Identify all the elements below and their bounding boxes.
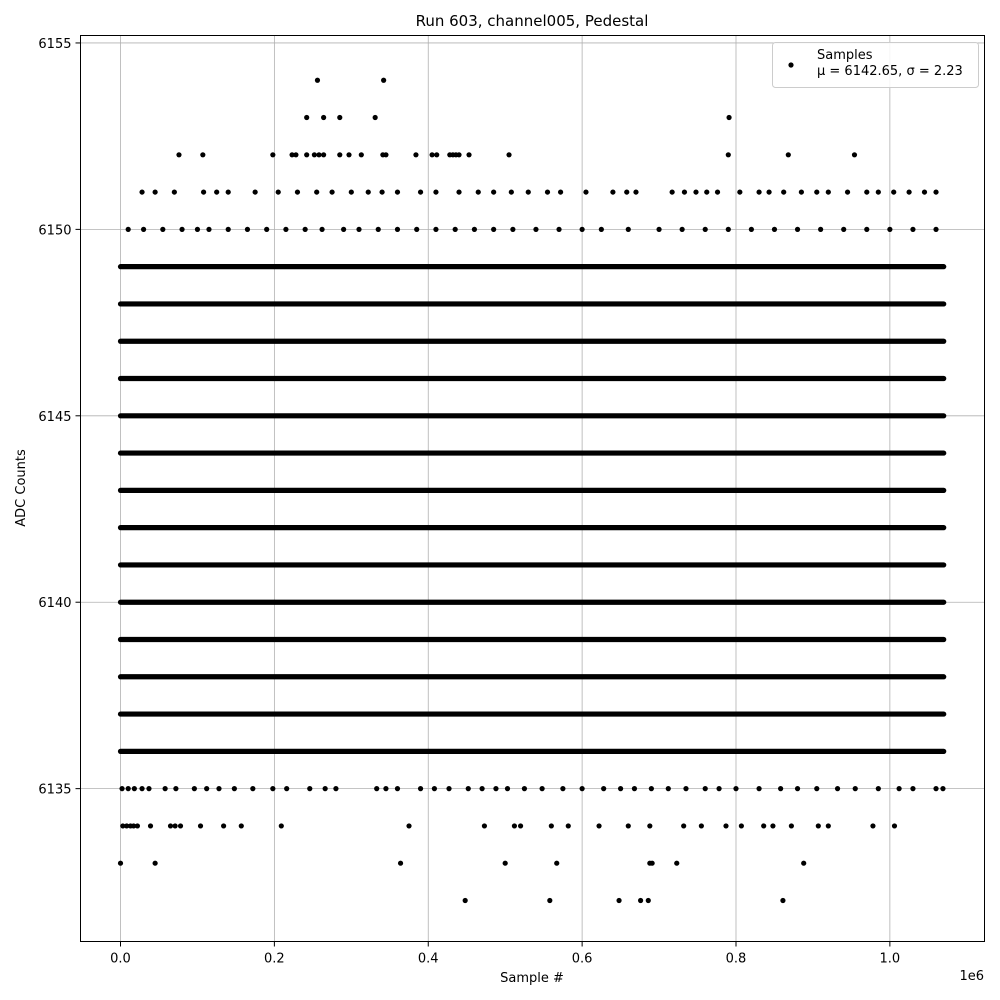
data-point [887, 227, 892, 232]
data-point [346, 152, 351, 157]
data-point [264, 227, 269, 232]
data-point [682, 189, 687, 194]
data-point [333, 786, 338, 791]
data-point [680, 227, 685, 232]
data-point [726, 115, 731, 120]
data-point [176, 152, 181, 157]
data-point [506, 152, 511, 157]
y-tick-label: 6155 [38, 36, 72, 52]
data-point [716, 786, 721, 791]
data-point [432, 786, 437, 791]
data-point [818, 227, 823, 232]
data-point [778, 786, 783, 791]
data-point [456, 189, 461, 194]
data-point [766, 189, 771, 194]
data-point [933, 189, 938, 194]
data-point [814, 189, 819, 194]
data-point [304, 115, 309, 120]
data-point [761, 823, 766, 828]
data-point [633, 189, 638, 194]
data-point [480, 786, 485, 791]
data-point [214, 189, 219, 194]
data-point [195, 227, 200, 232]
data-point [315, 78, 320, 83]
data-point [703, 227, 708, 232]
data-point [284, 786, 289, 791]
data-point [756, 786, 761, 791]
data-point [126, 227, 131, 232]
data-point [940, 786, 945, 791]
data-point [132, 786, 137, 791]
data-point [647, 823, 652, 828]
data-point [626, 227, 631, 232]
data-point [933, 227, 938, 232]
data-point [379, 189, 384, 194]
data-point [674, 861, 679, 866]
y-tick-label: 6135 [38, 782, 72, 798]
data-point [770, 823, 775, 828]
data-point [610, 189, 615, 194]
data-point [226, 227, 231, 232]
data-point [126, 786, 131, 791]
data-point [173, 823, 178, 828]
data-point [270, 786, 275, 791]
data-point [580, 786, 585, 791]
data-point [699, 823, 704, 828]
data-point [216, 786, 221, 791]
data-point [799, 189, 804, 194]
data-point [414, 227, 419, 232]
data-point [329, 189, 334, 194]
data-point [509, 189, 514, 194]
data-point [198, 823, 203, 828]
data-point [681, 823, 686, 828]
data-point [632, 786, 637, 791]
data-point [795, 786, 800, 791]
data-point [583, 189, 588, 194]
data-point [356, 227, 361, 232]
data-point [337, 152, 342, 157]
data-point [646, 898, 651, 903]
chart-title: Run 603, channel005, Pedestal [415, 12, 649, 30]
data-point [510, 227, 515, 232]
data-point [381, 78, 386, 83]
data-point [801, 861, 806, 866]
data-point [772, 227, 777, 232]
data-point [907, 189, 912, 194]
data-point [649, 786, 654, 791]
data-point [153, 189, 158, 194]
data-point [503, 861, 508, 866]
data-point [566, 823, 571, 828]
data-point [876, 786, 881, 791]
data-point [841, 227, 846, 232]
data-point [373, 115, 378, 120]
data-point [153, 861, 158, 866]
data-point [276, 189, 281, 194]
data-point [160, 227, 165, 232]
data-point [239, 823, 244, 828]
x-tick-label: 0.4 [417, 951, 439, 967]
data-point [295, 189, 300, 194]
data-point [418, 189, 423, 194]
data-point [178, 823, 183, 828]
data-point [835, 786, 840, 791]
data-point [845, 189, 850, 194]
data-point [321, 115, 326, 120]
data-point [232, 786, 237, 791]
data-point [512, 823, 517, 828]
x-axis-offset-label: 1e6 [959, 969, 984, 984]
data-point [456, 152, 461, 157]
data-point [172, 189, 177, 194]
data-point [505, 786, 510, 791]
data-point [601, 786, 606, 791]
data-point [429, 152, 434, 157]
data-point [560, 786, 565, 791]
data-point [383, 786, 388, 791]
data-point [549, 823, 554, 828]
y-axis-label: ADC Counts [14, 449, 29, 527]
data-point [892, 823, 897, 828]
y-tick-label: 6140 [38, 596, 72, 612]
data-point [173, 786, 178, 791]
data-point [141, 227, 146, 232]
legend-series-label: Samples [817, 48, 873, 63]
data-point [491, 227, 496, 232]
x-tick-label: 0.0 [110, 951, 131, 967]
data-point [146, 786, 151, 791]
data-point [526, 189, 531, 194]
data-point [554, 861, 559, 866]
data-point [119, 786, 124, 791]
data-point [558, 189, 563, 194]
data-point [733, 786, 738, 791]
legend-marker [788, 62, 793, 67]
data-point [596, 823, 601, 828]
data-point [580, 227, 585, 232]
data-point [221, 823, 226, 828]
data-point [406, 823, 411, 828]
data-point [270, 152, 275, 157]
data-point [545, 189, 550, 194]
data-point [250, 786, 255, 791]
data-point [163, 786, 168, 791]
data-point [737, 189, 742, 194]
data-point [337, 115, 342, 120]
data-point [864, 189, 869, 194]
data-point [739, 823, 744, 828]
data-point [723, 823, 728, 828]
data-point [323, 786, 328, 791]
data-point [922, 189, 927, 194]
data-point [139, 189, 144, 194]
data-point [650, 861, 655, 866]
data-point [897, 786, 902, 791]
data-point [599, 227, 604, 232]
data-point [204, 786, 209, 791]
data-point [245, 227, 250, 232]
data-point [910, 227, 915, 232]
data-point [715, 189, 720, 194]
data-point [933, 786, 938, 791]
data-point [853, 786, 858, 791]
x-axis-label: Sample # [500, 971, 564, 986]
data-point [293, 152, 298, 157]
data-point [433, 189, 438, 194]
data-point [398, 861, 403, 866]
data-point [434, 152, 439, 157]
data-point [870, 823, 875, 828]
data-point [616, 898, 621, 903]
data-point [316, 152, 321, 157]
data-point [704, 189, 709, 194]
data-point [556, 227, 561, 232]
data-point [118, 861, 123, 866]
data-point [864, 227, 869, 232]
data-point [395, 786, 400, 791]
x-tick-label: 0.8 [725, 951, 747, 967]
data-point [666, 786, 671, 791]
data-point [826, 823, 831, 828]
data-point [201, 189, 206, 194]
data-point [200, 152, 205, 157]
data-point [463, 898, 468, 903]
data-point [726, 152, 731, 157]
data-point [341, 227, 346, 232]
data-point [518, 823, 523, 828]
data-point [453, 227, 458, 232]
data-point [349, 189, 354, 194]
data-point [624, 189, 629, 194]
data-point [413, 152, 418, 157]
data-point [795, 227, 800, 232]
legend-stats-label: μ = 6142.65, σ = 2.23 [817, 64, 963, 79]
data-point [466, 152, 471, 157]
data-point [359, 152, 364, 157]
data-point [139, 786, 144, 791]
data-point [446, 786, 451, 791]
data-point [683, 786, 688, 791]
data-point [366, 189, 371, 194]
x-tick-label: 1.0 [879, 951, 901, 967]
data-point [374, 786, 379, 791]
data-point [540, 786, 545, 791]
data-point [395, 227, 400, 232]
data-point [756, 189, 761, 194]
x-tick-label: 0.2 [264, 951, 285, 967]
data-point [314, 189, 319, 194]
data-point [493, 786, 498, 791]
data-point [466, 786, 471, 791]
data-point [283, 227, 288, 232]
data-point [253, 189, 258, 194]
data-point [814, 786, 819, 791]
data-point [638, 898, 643, 903]
data-point [206, 227, 211, 232]
data-point [910, 786, 915, 791]
data-point [226, 189, 231, 194]
data-point [816, 823, 821, 828]
data-point [533, 227, 538, 232]
data-point [148, 823, 153, 828]
data-point [670, 189, 675, 194]
y-tick-label: 6145 [38, 409, 72, 425]
data-point [852, 152, 857, 157]
data-point [303, 227, 308, 232]
data-point [192, 786, 197, 791]
data-point [726, 227, 731, 232]
data-point [522, 786, 527, 791]
data-point [179, 227, 184, 232]
data-point [135, 823, 140, 828]
data-point [876, 189, 881, 194]
data-point [168, 823, 173, 828]
data-point [476, 189, 481, 194]
data-point [891, 189, 896, 194]
data-point [749, 227, 754, 232]
data-point [703, 786, 708, 791]
data-point [433, 227, 438, 232]
data-point [626, 823, 631, 828]
data-point [279, 823, 284, 828]
data-point [491, 189, 496, 194]
data-point [307, 786, 312, 791]
legend [773, 43, 979, 88]
data-point [321, 152, 326, 157]
data-point [693, 189, 698, 194]
data-point [826, 189, 831, 194]
x-tick-label: 0.6 [571, 951, 593, 967]
y-tick-label: 6150 [38, 223, 72, 239]
data-point [786, 152, 791, 157]
data-point [472, 227, 477, 232]
data-point [383, 152, 388, 157]
data-point [376, 227, 381, 232]
data-point [656, 227, 661, 232]
data-point [618, 786, 623, 791]
data-point [312, 152, 317, 157]
data-point [319, 227, 324, 232]
data-point [304, 152, 309, 157]
data-point [780, 898, 785, 903]
data-point [482, 823, 487, 828]
data-point [789, 823, 794, 828]
data-point [781, 189, 786, 194]
data-point [547, 898, 552, 903]
data-point [418, 786, 423, 791]
data-point [395, 189, 400, 194]
